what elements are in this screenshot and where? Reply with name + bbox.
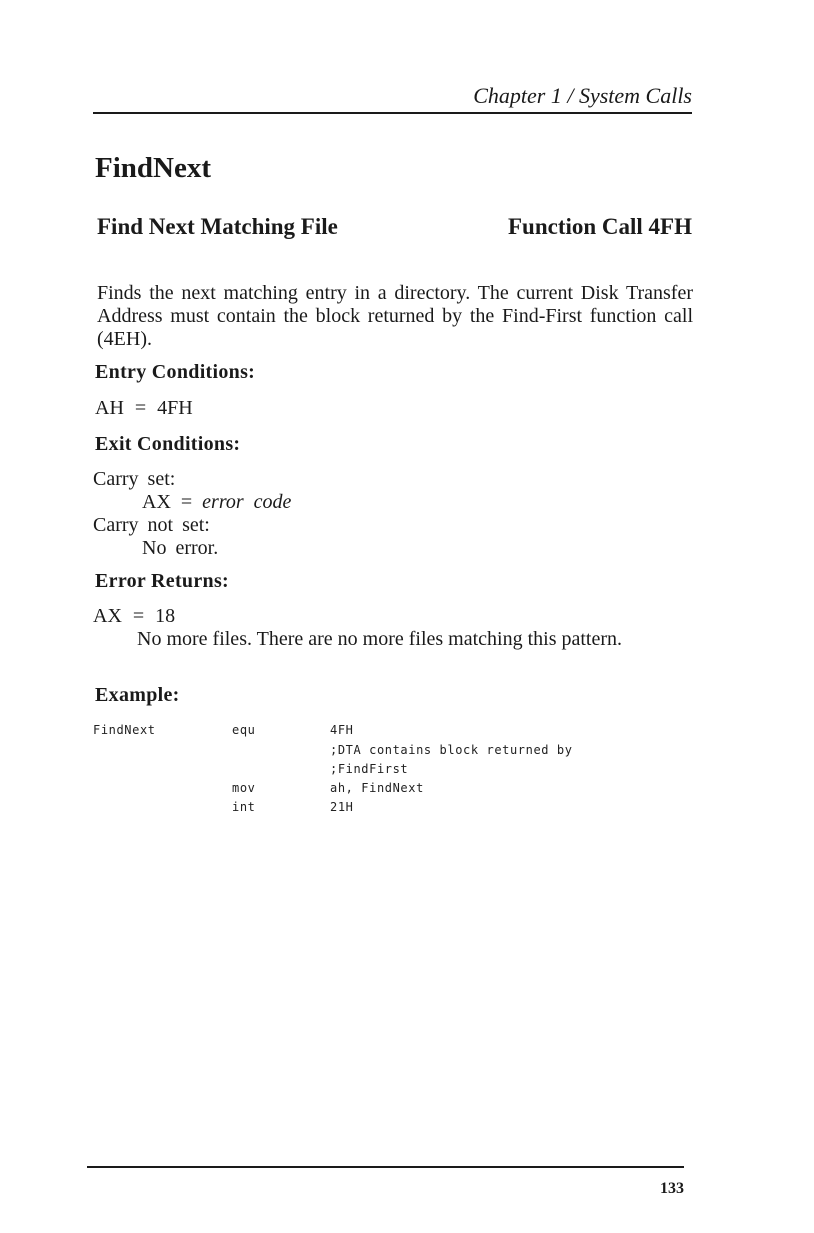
exit-conditions-heading: Exit Conditions: — [95, 433, 241, 455]
subtitle-right: Function Call 4FH — [507, 214, 692, 239]
code-arg: ah, FindNext — [330, 781, 424, 795]
description-paragraph: Finds the next matching entry in a directory. The current Disk Transfer Address must contain the block returned by the Find-First function call (4EH). — [97, 282, 693, 350]
error-return-code: AX = 18 — [93, 605, 176, 627]
code-arg: ;DTA contains block returned by — [330, 743, 573, 757]
code-op: mov — [232, 781, 256, 795]
code-arg: ;FindFirst — [330, 762, 409, 776]
page-title: FindNext — [95, 152, 211, 184]
carry-not-set-label: Carry not set: — [93, 514, 210, 536]
carry-set-value — [142, 491, 291, 514]
error-return-description: No more files. There are no more files matching this pattern. — [137, 628, 623, 650]
code-arg: 4FH — [330, 723, 354, 737]
example-heading: Example: — [95, 684, 180, 706]
carry-set-label: Carry set: — [93, 468, 176, 490]
header-rule — [93, 112, 692, 114]
page-number: 133 — [660, 1180, 684, 1197]
code-label: FindNext — [93, 723, 156, 737]
entry-conditions-heading: Entry Conditions: — [95, 361, 256, 383]
entry-conditions-line: AH = 4FH — [95, 397, 193, 419]
subtitle-left: Find Next Matching File — [97, 214, 338, 239]
code-arg: 21H — [330, 800, 354, 814]
code-op: equ — [232, 723, 256, 737]
carry-set-prefix: AX = — [142, 491, 193, 513]
code-op: int — [232, 800, 256, 814]
error-returns-heading: Error Returns: — [95, 570, 229, 592]
footer-rule — [87, 1166, 684, 1168]
error-code-text: error code — [202, 491, 292, 513]
running-head: Chapter 1 / System Calls — [473, 83, 692, 108]
carry-not-set-value: No error. — [142, 537, 219, 559]
